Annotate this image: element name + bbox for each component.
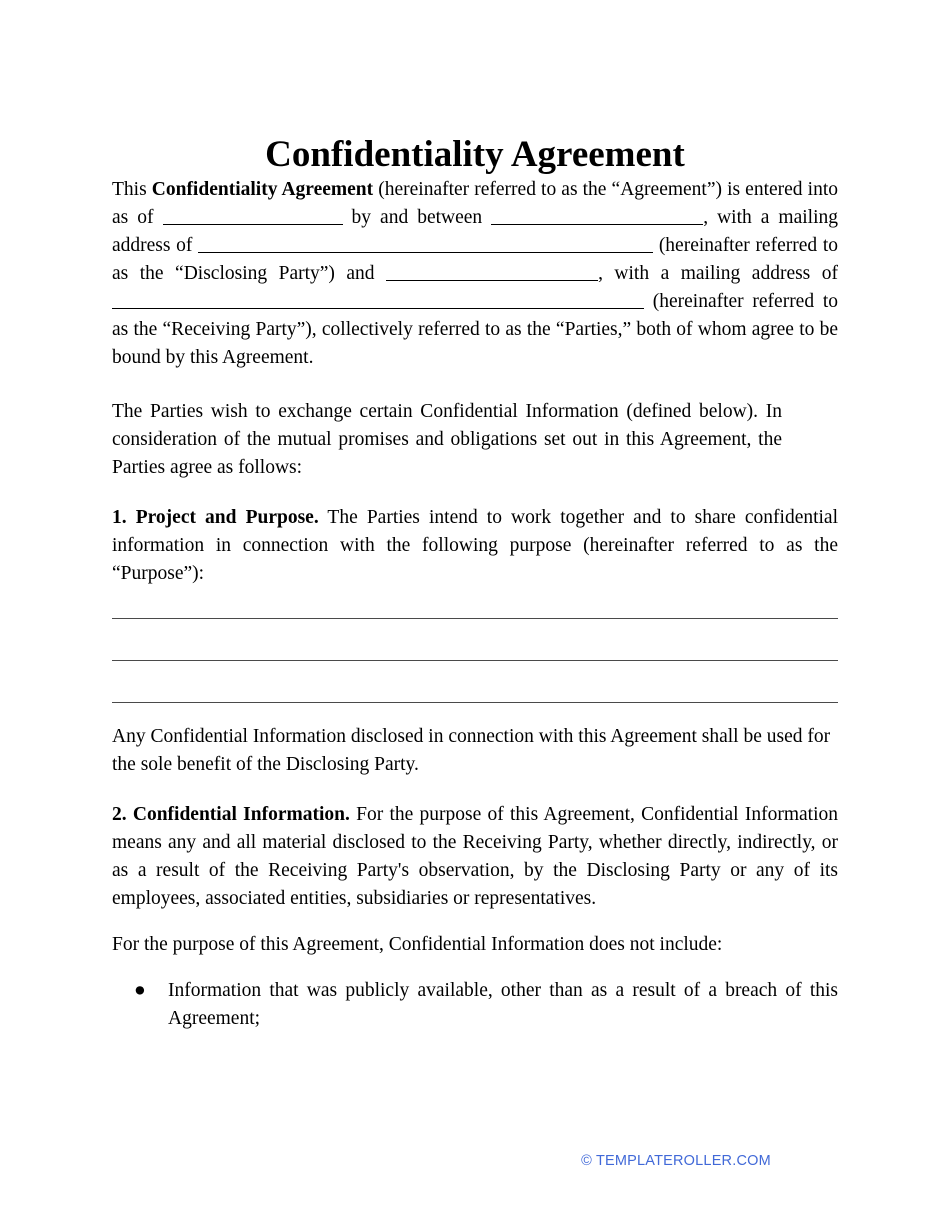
section-2-paragraph — [112, 801, 838, 913]
bullet-icon: ● — [134, 980, 146, 1001]
disclosing-party-address-field[interactable] — [198, 237, 653, 253]
spacer — [112, 588, 838, 618]
spacer — [112, 482, 838, 504]
spacer — [112, 703, 838, 723]
section-1-paragraph — [112, 504, 838, 588]
intro-text-6: , with a mailing address of — [598, 263, 839, 284]
receiving-party-address-field[interactable] — [112, 293, 644, 309]
intro-text-7: (hereinafter referred to as the “Receiving Party”), collectively referred to as the “Parties,” both of whom agree to be bound by this Agreement. — [112, 291, 838, 368]
page-title: Confidentiality Agreement — [265, 133, 685, 175]
intro-text-4: , with a mailing address of — [112, 207, 838, 256]
footer — [0, 1152, 950, 1170]
intro-text-1: This — [112, 179, 152, 200]
spacer — [112, 913, 838, 931]
section-2-body: For the purpose of this Agreement, Confidential Information means any and all material disclosed to the Receiving Party, whether directly, indirectly, or as a result of the Receiving Party's observation, by the Disclosing Party or any of its employees, associated entities, subsidiaries or representatives. — [112, 804, 838, 909]
section-1-closing-paragraph: Any Confidential Information disclosed in connection with this Agreement shall be used for the sole benefit of the Disclosing Party. — [112, 726, 831, 775]
recital-paragraph: The Parties wish to exchange certain Confidential Information (defined below). In consideration of the mutual promises and obligations set out in this Agreement, the Parties agree as follows: — [112, 401, 782, 478]
spacer — [112, 372, 838, 398]
spacer — [112, 959, 838, 977]
intro-text-5: (hereinafter referred to as the “Disclosing Party”) and — [112, 235, 838, 284]
section-2-heading: 2. Confidential Information. — [112, 804, 350, 825]
receiving-party-name-field[interactable] — [386, 265, 598, 281]
document-body — [112, 176, 838, 1033]
spacer — [112, 779, 838, 801]
list-item-text: Information that was publicly available, other than as a result of a breach of this Agreement; — [168, 980, 838, 1029]
date-field[interactable] — [163, 209, 343, 225]
purpose-blank-lines — [112, 618, 838, 703]
section-1-heading: 1. Project and Purpose. — [112, 507, 319, 528]
section-1-body: The Parties intend to work together and to share confidential information in connection with the following purpose (hereinafter referred to as the “Purpose”): — [112, 507, 839, 584]
templateroller-watermark[interactable]: © TEMPLATEROLLER.COM — [581, 1153, 771, 1169]
section-2-lead-in: For the purpose of this Agreement, Confidential Information does not include: — [112, 934, 723, 955]
agreement-name-bold: Confidentiality Agreement — [151, 179, 374, 200]
spacer — [112, 619, 838, 660]
exclusions-list — [112, 977, 838, 1033]
disclosing-party-name-field[interactable] — [491, 209, 703, 225]
intro-paragraph — [112, 176, 838, 372]
intro-text-3: by and between — [342, 207, 492, 228]
list-item — [134, 977, 838, 1033]
intro-text-2: (hereinafter referred to as the “Agreement”) is entered into as of — [112, 179, 838, 228]
spacer — [112, 661, 838, 702]
